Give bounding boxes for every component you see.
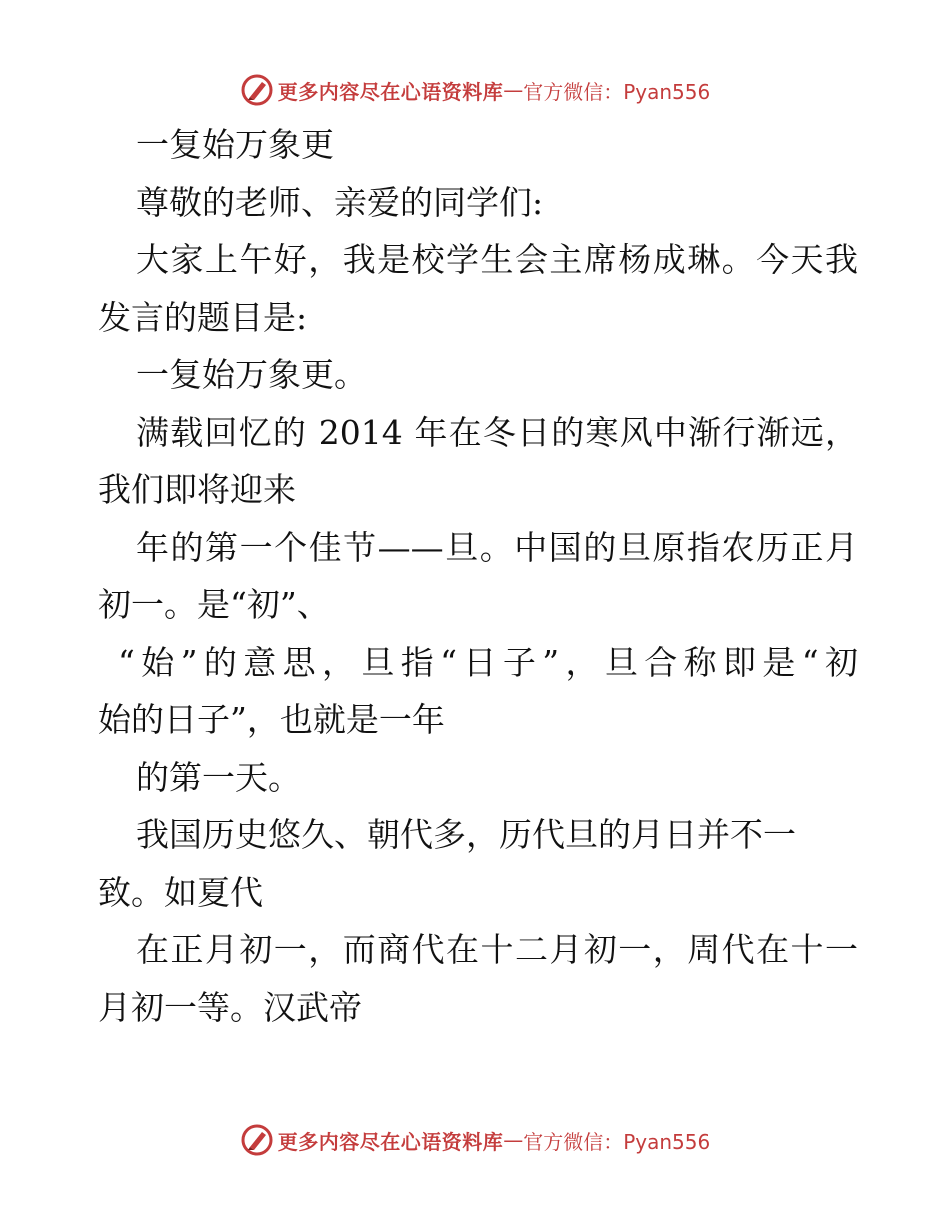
header-banner	[0, 70, 950, 110]
document-body	[98, 116, 858, 1036]
text-line: 在正月初一，而商代在十二月初一，周代在十一	[136, 930, 858, 969]
header-brand-text: 更多内容尽在心语资料库	[277, 79, 504, 104]
text-line: 一复始万象更	[136, 125, 334, 164]
text-line: 尊敬的老师、亲爱的同学们:	[136, 182, 544, 222]
footer-dash: —	[503, 1128, 524, 1152]
text-line: 满载回忆的 2014 年在冬日的寒风中渐行渐远，	[136, 412, 858, 452]
text-line: 月初一等。汉武帝	[98, 987, 362, 1027]
pen-nib-logo-icon	[240, 1123, 274, 1157]
text-line: 大家上午好，我是校学生会主席杨成琳。今天我	[136, 240, 858, 279]
header-contact: 官方微信：Pyan556	[523, 79, 711, 104]
header-dash: —	[503, 78, 524, 102]
text-line: 我国历史悠久、朝代多，历代旦的月日并不一	[136, 815, 796, 854]
footer-brand-text: 更多内容尽在心语资料库	[277, 1129, 504, 1154]
pen-nib-logo-icon	[240, 73, 274, 107]
text-line: 年的第一个佳节——旦。中国的旦原指农历正月	[136, 527, 858, 567]
footer-banner	[0, 1120, 950, 1160]
text-line: “始”的意思，旦指“日子”，旦合称即是“初	[118, 642, 858, 682]
text-line: 发言的题目是:	[98, 297, 308, 337]
text-line: 始的日子”，也就是一年	[98, 700, 445, 739]
text-line: 初一。是“初”、	[98, 585, 330, 624]
text-line: 致。如夏代	[98, 872, 263, 912]
text-line: 一复始万象更。	[136, 355, 367, 394]
text-line: 我们即将迎来	[98, 470, 296, 509]
text-line: 的第一天。	[136, 757, 301, 797]
footer-contact: 官方微信：Pyan556	[523, 1129, 711, 1154]
